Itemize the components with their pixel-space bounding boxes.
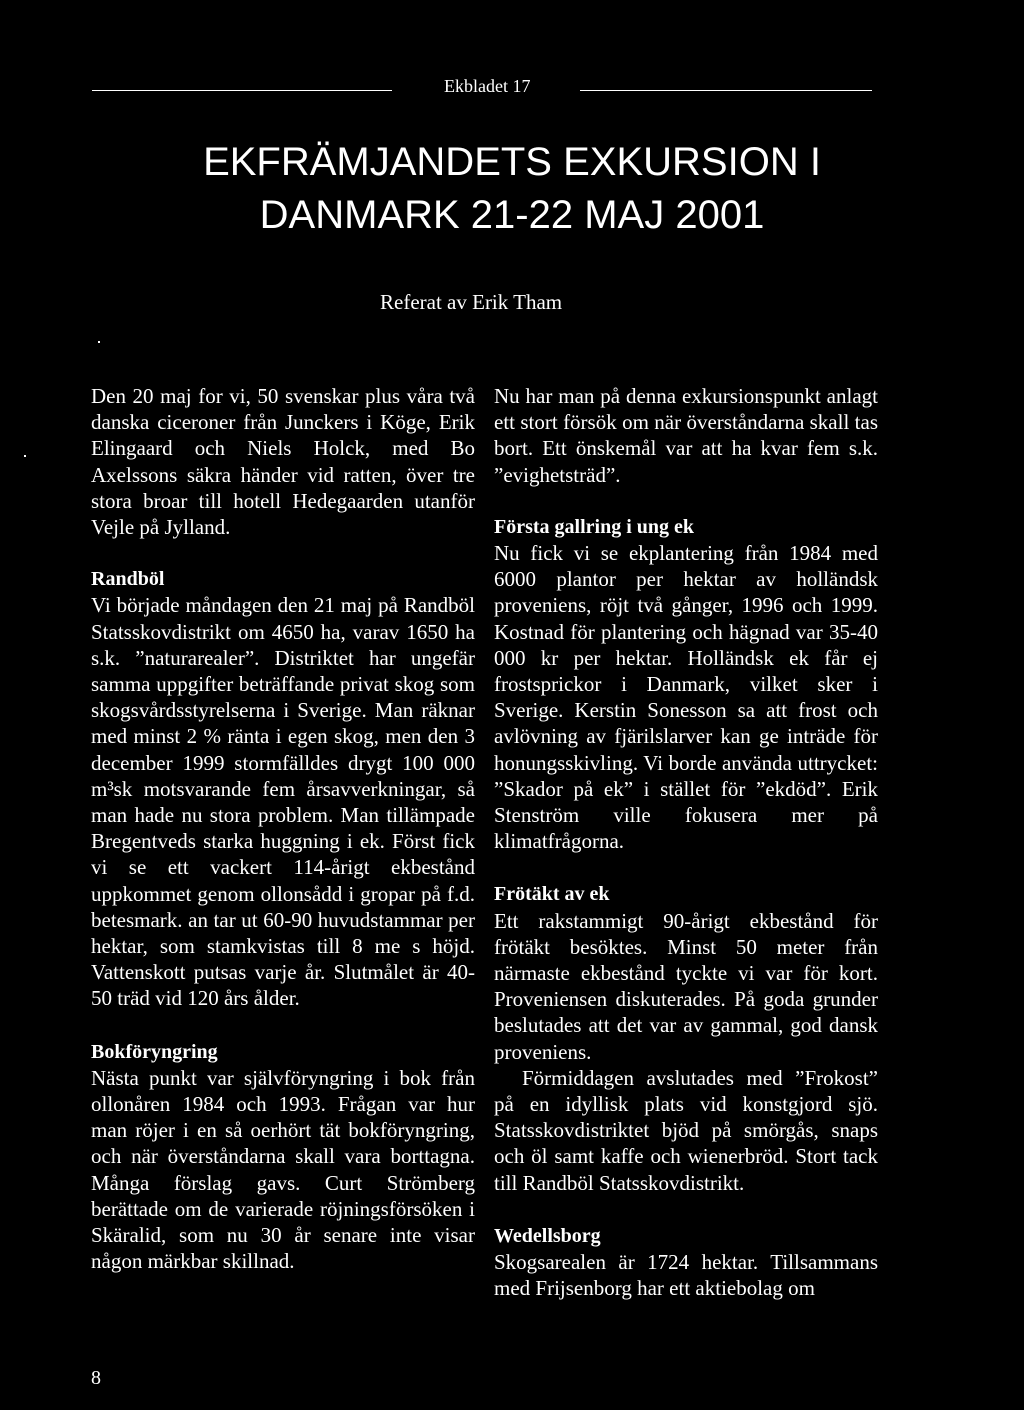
article-title-line-2: DANMARK 21-22 MAJ 2001: [259, 193, 765, 237]
article-title: [0, 136, 1024, 242]
intro-paragraph: Den 20 maj for vi, 50 svenskar plus våra två danska ciceroner från Junckers i Köge, Erik Elingaard och Niels Holck, med Bo Axelssons säkra händer vid ratten, över tre stora broar till hotell Hedegaarden utanför Vejle på Jylland.: [91, 384, 475, 540]
section-text-frotakt: Ett rakstammigt 90-årigt ekbestånd för frötäkt besöktes. Minst 50 meter från närmaste ekbestånd tyckte vi var för kort. Proveniensen diskuterades. På goda grunder beslutades att det var av gammal, god dansk proveniens.: [494, 908, 878, 1064]
header-rule-right: [580, 90, 872, 91]
section-text-wedellsborg: Skogsarealen är 1724 hektar. Tillsammans med Frijsenborg har ett aktiebolag om: [494, 1250, 878, 1301]
page-number: 8: [91, 1367, 101, 1389]
section-heading-bokforyngring: Bokföryngring: [91, 1040, 218, 1063]
running-title: Ekbladet 17: [444, 76, 531, 96]
column-left: [91, 383, 475, 1275]
scan-speck: [24, 455, 26, 457]
scan-speck: [98, 341, 100, 343]
column-right: [494, 383, 878, 1302]
header-rule-left: [92, 90, 392, 91]
section-heading-forsta-gallring: Första gallring i ung ek: [494, 515, 695, 538]
article-title-line-1: EKFRÄMJANDETS EXKURSION I: [203, 140, 821, 184]
section-text-frokost: Förmiddagen avslutades med ”Frokost” på en idyllisk plats vid konstgjord sjö. Statsskovdistriktet bjöd på smörgås, snaps och öl samt kaffe och wienerbröd. Stort tack till Randböl Statsskovdistrikt.: [494, 1065, 878, 1195]
section-heading-randbol: Randböl: [91, 568, 165, 591]
byline: Referat av Erik Tham: [380, 290, 563, 314]
section-text-bokforyngring: Nästa punkt var självföryngring i bok från ollonåren 1984 och 1993. Frågan var hur man röjer i en så oerhört tät bokföryngring, och när överståndarna skall vara borttagna. Många förslag gavs. Curt Strömberg berättade om de varierade röjningsförsöken i Skäralid, som nu 30 år senare inte visar någon märkbar skillnad.: [91, 1065, 475, 1274]
running-header: [92, 72, 872, 102]
section-heading-wedellsborg: Wedellsborg: [494, 1224, 601, 1247]
section-heading-frotakt: Frötäkt av ek: [494, 883, 610, 906]
section-text-randbol: Vi började måndagen den 21 maj på Randböl Statsskovdistrikt om 4650 ha, varav 1650 ha s.k. ”naturarealer”. Distriktet har ungefär samma uppgifter beträffande privat skog som skogsvårdsstyrelserna i Sverige. Man räknar med minst 2 % ränta i egen skog, men den 3 december 1999 stormfälldes drygt 100 000 m³sk motsvarande fem årsavverkningar, så man hade nu stora problem. Man tillämpade Bregentveds starka huggning i ek. Först fick vi se ett vackert 114-årigt ekbestånd uppkommet genom ollonsådd i gropar på f.d. betesmark. an tar ut 60-90 huvudstammar per hektar, som stamkvistas till 8 me s höjd. Vattenskott putsas varje år. Slutmålet är 40-50 träd vid 120 års ålder.: [91, 593, 475, 1011]
intro-paragraph-right: Nu har man på denna exkursionspunkt anlagt ett stort försök om när överståndarna skall tas bort. Ett önskemål var att ha kvar fem s.k. ”evighetsträd”.: [494, 384, 878, 487]
section-text-forsta-gallring: Nu fick vi se ekplantering från 1984 med 6000 plantor per hektar av holländsk proveniens, röjt två gånger, 1996 och 1999. Kostnad för plantering och hägnad var 35-40 000 kr per hektar. Holländsk ek får ej frostsprickor i Danmark, vilket sker i Sverige. Kerstin Sonesson sa att frost och avlövning av fjärilslarver kan ge inträde för honungsskivling. Vi borde använda uttrycket: ”Skador på ek” i stället för ”ekdöd”. Erik Stenström ville fokusera mer på klimatfrågorna.: [494, 541, 878, 854]
